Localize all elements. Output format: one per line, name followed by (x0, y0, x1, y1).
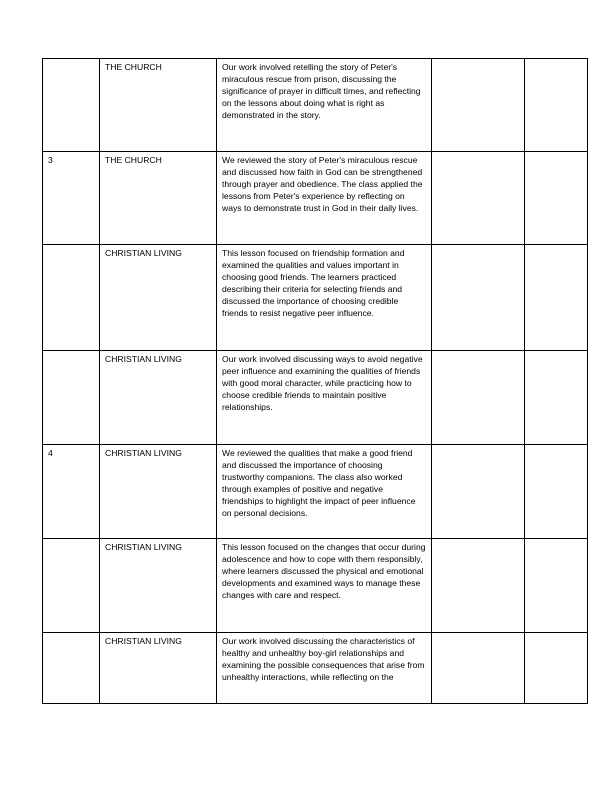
table-row (43, 152, 588, 245)
description-cell: Our work involved retelling the story of Peter's miraculous rescue from prison, discussing the significance of prayer in difficult times, and reflecting on the lessons about doing what is right as demonstrated in the story. (217, 59, 432, 152)
week-cell (43, 633, 100, 704)
description-cell: Our work involved discussing ways to avoid negative peer influence and examining the qualities of friends with good moral character, while practicing how to choose credible friends to maintain positive relationships. (217, 351, 432, 445)
lesson-record-table (42, 58, 588, 704)
topic-cell: CHRISTIAN LIVING (100, 633, 217, 704)
week-cell (43, 539, 100, 633)
topic-cell: THE CHURCH (100, 152, 217, 245)
blank-cell (525, 539, 588, 633)
blank-cell (432, 245, 525, 351)
blank-cell (525, 351, 588, 445)
blank-cell (432, 152, 525, 245)
topic-cell: CHRISTIAN LIVING (100, 351, 217, 445)
description-cell: We reviewed the story of Peter's miraculous rescue and discussed how faith in God can be strengthened through prayer and obedience. The class applied the lessons from Peter's experience by reflecting on ways to demonstrate trust in God in their daily lives. (217, 152, 432, 245)
topic-cell: THE CHURCH (100, 59, 217, 152)
blank-cell (432, 633, 525, 704)
blank-cell (525, 445, 588, 539)
week-cell: 3 (43, 152, 100, 245)
blank-cell (525, 152, 588, 245)
description-cell: Our work involved discussing the characteristics of healthy and unhealthy boy-girl relationships and examining the possible consequences that arise from unhealthy interactions, while reflecting on the (217, 633, 432, 704)
topic-cell: CHRISTIAN LIVING (100, 245, 217, 351)
table-row (43, 59, 588, 152)
table-row (43, 245, 588, 351)
blank-cell (432, 539, 525, 633)
blank-cell (432, 59, 525, 152)
table-row (43, 445, 588, 539)
week-cell: 4 (43, 445, 100, 539)
week-cell (43, 59, 100, 152)
blank-cell (525, 59, 588, 152)
blank-cell (525, 245, 588, 351)
topic-cell: CHRISTIAN LIVING (100, 539, 217, 633)
table-row (43, 633, 588, 704)
topic-cell: CHRISTIAN LIVING (100, 445, 217, 539)
blank-cell (432, 445, 525, 539)
week-cell (43, 245, 100, 351)
blank-cell (432, 351, 525, 445)
description-cell: This lesson focused on the changes that occur during adolescence and how to cope with them responsibly, where learners discussed the physical and emotional developments and examined ways to manage these changes with care and respect. (217, 539, 432, 633)
description-cell: We reviewed the qualities that make a good friend and discussed the importance of choosing trustworthy companions. The class also worked through examples of positive and negative friendships to highlight the impact of peer influence on personal decisions. (217, 445, 432, 539)
blank-cell (525, 633, 588, 704)
table-row (43, 351, 588, 445)
table-row (43, 539, 588, 633)
week-cell (43, 351, 100, 445)
description-cell: This lesson focused on friendship formation and examined the qualities and values important in choosing good friends. The learners practiced describing their criteria for selecting friends and discussed the importance of choosing credible friends to resist negative peer influence. (217, 245, 432, 351)
